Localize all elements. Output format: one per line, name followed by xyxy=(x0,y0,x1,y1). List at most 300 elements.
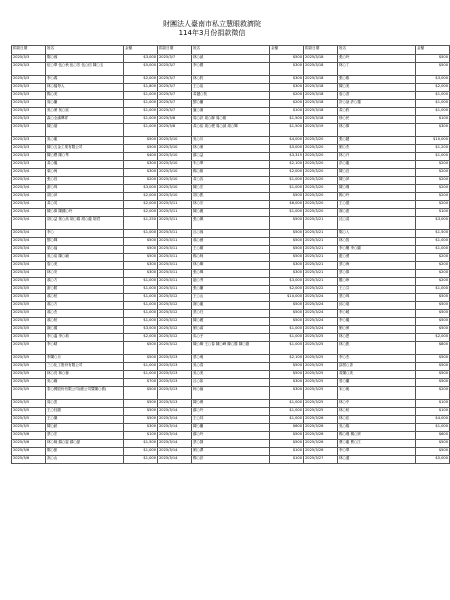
table-row xyxy=(12,326,450,334)
cell-name: 王○芬 xyxy=(338,286,416,294)
table-row xyxy=(12,124,450,137)
cell-name: 林○丁 xyxy=(338,63,416,76)
cell-date: 2025/3/7 xyxy=(158,84,192,92)
cell-amount: $100 xyxy=(270,448,304,456)
cell-amount: $2,000 xyxy=(124,193,158,201)
cell-date: 2025/3/11 xyxy=(158,286,192,294)
cell-amount: $300 xyxy=(270,84,304,92)
table-row xyxy=(12,193,450,201)
table-body xyxy=(12,55,450,464)
cell-date: 2025/3/11 xyxy=(158,238,192,246)
cell-name: 劉○睿 xyxy=(192,326,270,334)
cell-amount: $1,000 xyxy=(416,238,450,246)
cell-date: 2025/3/11 xyxy=(158,230,192,238)
cell-date: 2025/3/13 xyxy=(158,379,192,387)
cell-name: 詹○香 xyxy=(338,92,416,100)
cell-date: 2025/3/14 xyxy=(158,448,192,456)
cell-amount: $700 xyxy=(124,379,158,387)
cell-date: 2025/3/10 xyxy=(158,177,192,185)
table-row xyxy=(12,84,450,92)
cell-name: 黃○鈞 xyxy=(338,108,416,116)
cell-name: 翁○柏 xyxy=(46,294,124,302)
table-row xyxy=(12,424,450,432)
cell-date: 2025/3/4 xyxy=(12,169,46,177)
cell-name: 詹○美 xyxy=(46,262,124,270)
cell-date: 2025/3/18 xyxy=(304,76,338,84)
cell-amount: $500 xyxy=(416,371,450,379)
cell-name: 李○暖 xyxy=(338,310,416,318)
cell-amount: $6,000 xyxy=(270,201,304,209)
cell-name: 翁○方 xyxy=(46,302,124,310)
cell-amount: $400 xyxy=(124,153,158,161)
cell-name: 林○升 xyxy=(338,153,416,161)
cell-date: 2025/3/3 xyxy=(12,145,46,153)
cell-name: 李○溫 李○莉 xyxy=(46,334,124,342)
cell-date: 2025/3/27 xyxy=(304,456,338,464)
cell-date: 2025/3/3 xyxy=(12,108,46,116)
cell-name: 陳○瑾 xyxy=(338,185,416,193)
cell-name: 邱○瑞 xyxy=(338,302,416,310)
cell-amount: $1,000 xyxy=(416,424,450,432)
cell-date: 2025/3/4 xyxy=(12,246,46,254)
cell-name: 林○誠 xyxy=(192,55,270,63)
table-row xyxy=(12,100,450,108)
cell-amount: $200 xyxy=(416,169,450,177)
cell-name: 翁○柏 xyxy=(46,318,124,326)
cell-amount: $1,000 xyxy=(270,400,304,408)
cell-name: 邵蔡○香 xyxy=(338,363,416,371)
cell-date: 2025/3/20 xyxy=(304,169,338,177)
cell-date: 2025/3/14 xyxy=(158,432,192,440)
cell-amount: $800 xyxy=(416,342,450,355)
cell-name: 張○蘭 xyxy=(192,286,270,294)
cell-name: 李○晴 xyxy=(46,342,124,355)
cell-date: 2025/3/10 xyxy=(158,185,192,193)
cell-amount: $500 xyxy=(124,254,158,262)
cell-amount: $300 xyxy=(270,262,304,270)
cell-name: 藍○勇 xyxy=(338,254,416,262)
cell-date: 2025/3/4 xyxy=(12,217,46,230)
col-header-name: 姓名 xyxy=(338,46,416,55)
cell-date: 2025/3/7 xyxy=(158,76,192,84)
cell-amount: $3,000 xyxy=(124,55,158,63)
cell-date: 2025/3/18 xyxy=(304,92,338,100)
cell-date: 2025/3/4 xyxy=(12,254,46,262)
cell-name: 黃○容 xyxy=(192,177,270,185)
cell-date: 2025/3/12 xyxy=(158,326,192,334)
cell-name: 蔡○珠 xyxy=(338,294,416,302)
cell-name: 游○珠 xyxy=(46,185,124,193)
cell-name: 森○全滿傳祥 xyxy=(46,116,124,124)
cell-name: 鄭○入 xyxy=(338,230,416,238)
cell-name: 吳○蓁 吳○宸 xyxy=(46,108,124,116)
cell-amount: $500 xyxy=(270,310,304,318)
table-row xyxy=(12,201,450,209)
cell-name: 伍○華 伍○秋 伍○芳 伍○信 陳○玉 xyxy=(46,63,124,76)
cell-amount: $1,000 xyxy=(416,92,450,100)
cell-amount: $1,500 xyxy=(124,440,158,448)
cell-date: 2025/3/25 xyxy=(304,334,338,342)
cell-date: 2025/3/6 xyxy=(12,432,46,440)
cell-name: 蔡○偉 xyxy=(338,270,416,278)
cell-date: 2025/3/10 xyxy=(158,169,192,177)
cell-name: 林○恩 xyxy=(338,334,416,342)
cell-name: 吳○宸 陳○穎 xyxy=(46,254,124,262)
cell-name: 徐○民 xyxy=(338,116,416,124)
cell-name: 楊○柯 xyxy=(192,254,270,262)
cell-name: 翁○薇 xyxy=(192,238,270,246)
cell-amount: $500 xyxy=(124,355,158,363)
cell-name: 林○安 xyxy=(46,270,124,278)
cell-name: 張○鍵 xyxy=(338,137,416,145)
cell-date: 2025/3/13 xyxy=(158,363,192,371)
table-row xyxy=(12,387,450,400)
cell-amount: $1,000 xyxy=(270,334,304,342)
cell-date: 2025/3/12 xyxy=(158,334,192,342)
col-header-date: 捐款日期 xyxy=(304,46,338,55)
cell-date: 2025/3/12 xyxy=(158,342,192,355)
cell-date: 2025/3/20 xyxy=(304,209,338,217)
table-header-row xyxy=(12,46,450,55)
cell-name: 黃○儀 xyxy=(46,161,124,169)
table-row xyxy=(12,153,450,161)
cell-date: 2025/3/12 xyxy=(158,302,192,310)
cell-amount: $500 xyxy=(124,387,158,400)
cell-amount: $1,000 xyxy=(270,326,304,334)
cell-amount: $300 xyxy=(270,387,304,400)
table-row xyxy=(12,108,450,116)
cell-name: 林○偉 xyxy=(338,124,416,137)
cell-amount: $1,000 xyxy=(270,177,304,185)
table-row xyxy=(12,363,450,371)
cell-name: 翁○方 xyxy=(46,278,124,286)
cell-amount: $300 xyxy=(270,63,304,76)
cell-name: 蘇○玲 xyxy=(192,408,270,416)
cell-date: 2025/3/12 xyxy=(158,310,192,318)
cell-name: 林○亮 林○蓉 xyxy=(46,371,124,379)
cell-amount: $500 xyxy=(124,145,158,153)
cell-name: 周○雲 xyxy=(46,400,124,408)
cell-amount: $300 xyxy=(270,270,304,278)
cell-amount: $500 xyxy=(124,416,158,424)
cell-amount: $500 xyxy=(416,379,450,387)
cell-amount: $1,000 xyxy=(124,363,158,371)
cell-name: 泰○興股份有限公司(總公司暨陳○貴) xyxy=(46,387,124,400)
cell-name: 張○佩 xyxy=(192,217,270,230)
cell-amount: $3,000 xyxy=(416,76,450,84)
cell-name: 李○ xyxy=(46,230,124,238)
cell-name: 林○鈞 xyxy=(192,76,270,84)
col-header-date: 捐款日期 xyxy=(158,46,192,55)
cell-name: 張○嬅 xyxy=(192,270,270,278)
cell-date: 2025/3/10 xyxy=(158,145,192,153)
cell-date: 2025/3/20 xyxy=(304,137,338,145)
cell-amount: $2,000 xyxy=(124,334,158,342)
cell-name: 呂○蓉 xyxy=(192,230,270,238)
cell-name: 王○宸 xyxy=(192,84,270,92)
cell-date: 2025/3/11 xyxy=(158,254,192,262)
cell-name: 盧○濱 xyxy=(192,108,270,116)
cell-date: 2025/3/5 xyxy=(12,310,46,318)
cell-date: 2025/3/7 xyxy=(158,92,192,100)
table-row xyxy=(12,76,450,84)
col-header-amount: 金額 xyxy=(270,46,304,55)
cell-date: 2025/3/21 xyxy=(304,217,338,230)
cell-date: 2025/3/10 xyxy=(158,193,192,201)
cell-name: 宋○朗 xyxy=(338,387,416,400)
cell-amount: $500 xyxy=(416,448,450,456)
cell-date: 2025/3/5 xyxy=(12,342,46,355)
table-row xyxy=(12,456,450,464)
cell-date: 2025/3/5 xyxy=(12,416,46,424)
cell-date: 2025/3/10 xyxy=(158,153,192,161)
cell-date: 2025/3/5 xyxy=(12,318,46,326)
cell-name: 張○昌 xyxy=(46,177,124,185)
cell-date: 2025/3/8 xyxy=(158,116,192,124)
cell-amount: $500 xyxy=(124,137,158,145)
cell-date: 2025/3/24 xyxy=(304,302,338,310)
table-row xyxy=(12,116,450,124)
cell-amount: $200 xyxy=(416,201,450,209)
cell-name: 林○卿 xyxy=(192,262,270,270)
cell-name: 黃陳○美 xyxy=(338,371,416,379)
table-row xyxy=(12,342,450,355)
cell-date: 2025/3/4 xyxy=(12,193,46,201)
cell-amount: $500 xyxy=(124,342,158,355)
cell-name: 李○義 xyxy=(46,76,124,84)
cell-name: 鄧○輝 xyxy=(46,238,124,246)
cell-name: 葉○崗 xyxy=(46,169,124,177)
cell-name: 趙○秀 xyxy=(192,278,270,286)
cell-amount: $200 xyxy=(416,387,450,400)
cell-amount: $3,000 xyxy=(416,217,450,230)
cell-amount: $500 xyxy=(270,193,304,201)
cell-amount: $2,000 xyxy=(124,201,158,209)
cell-name: 蔡○靜 xyxy=(192,440,270,448)
cell-date: 2025/3/5 xyxy=(12,371,46,379)
table-row xyxy=(12,318,450,326)
cell-name: 鄭○蓉 xyxy=(46,55,124,63)
cell-date: 2025/3/5 xyxy=(12,294,46,302)
cell-amount: $3,000 xyxy=(124,326,158,334)
cell-amount: $500 xyxy=(416,355,450,363)
cell-date: 2025/3/25 xyxy=(304,371,338,379)
table-row xyxy=(12,177,450,185)
cell-date: 2025/3/3 xyxy=(12,116,46,124)
cell-date: 2025/3/18 xyxy=(304,116,338,124)
cell-date: 2025/3/5 xyxy=(12,424,46,432)
cell-amount: $1,000 xyxy=(124,318,158,326)
table-row xyxy=(12,209,450,217)
cell-date: 2025/3/25 xyxy=(304,387,338,400)
cell-amount: $600 xyxy=(416,432,450,440)
cell-name: 王○杜鵑 xyxy=(46,408,124,416)
cell-amount: $1,500 xyxy=(270,116,304,124)
cell-amount: $200 xyxy=(416,254,450,262)
cell-amount: $1,000 xyxy=(416,286,450,294)
cell-amount: $1,000 xyxy=(270,185,304,193)
cell-name: 陳○五金工業有限公司 xyxy=(46,145,124,153)
cell-amount: $1,000 xyxy=(124,294,158,302)
cell-name: 劉○杰 xyxy=(338,145,416,153)
table-row xyxy=(12,270,450,278)
cell-name: 楊○美 xyxy=(46,92,124,100)
cell-date: 2025/3/14 xyxy=(158,408,192,416)
cell-amount: $500 xyxy=(270,363,304,371)
cell-date: 2025/3/3 xyxy=(12,55,46,63)
cell-amount: $1,500 xyxy=(270,124,304,137)
cell-amount: $4,000 xyxy=(416,416,450,424)
cell-date: 2025/3/6 xyxy=(12,448,46,456)
table-row xyxy=(12,416,450,424)
cell-amount: $10,000 xyxy=(270,294,304,302)
donation-table xyxy=(11,45,450,464)
cell-amount: $1,000 xyxy=(124,302,158,310)
cell-amount: $500 xyxy=(416,63,450,76)
cell-amount: $500 xyxy=(124,246,158,254)
cell-amount: $500 xyxy=(270,318,304,326)
col-header-date: 捐款日期 xyxy=(12,46,46,55)
cell-date: 2025/3/21 xyxy=(304,254,338,262)
cell-amount: $500 xyxy=(270,217,304,230)
cell-date: 2025/3/5 xyxy=(12,278,46,286)
cell-name: 王○山 xyxy=(192,294,270,302)
cell-name: 周○蘭 xyxy=(46,100,124,108)
cell-name: 吳○燦 xyxy=(338,424,416,432)
table-row xyxy=(12,217,450,230)
cell-date: 2025/3/26 xyxy=(304,424,338,432)
cell-date: 2025/3/26 xyxy=(304,416,338,424)
cell-amount: $300 xyxy=(124,161,158,169)
cell-name: 吳○龍 xyxy=(46,137,124,145)
cell-date: 2025/3/4 xyxy=(12,270,46,278)
table-row xyxy=(12,238,450,246)
cell-amount: $1,000 xyxy=(270,408,304,416)
cell-amount: $100 xyxy=(416,116,450,124)
cell-date: 2025/3/21 xyxy=(304,246,338,254)
cell-date: 2025/3/11 xyxy=(158,201,192,209)
cell-date: 2025/3/11 xyxy=(158,270,192,278)
cell-name: 高○山 xyxy=(46,456,124,464)
cell-amount: $2,000 xyxy=(124,209,158,217)
cell-amount: $5,000 xyxy=(416,456,450,464)
cell-amount: $100 xyxy=(416,209,450,217)
cell-name: 三○化工股份有限公司 xyxy=(46,363,124,371)
table-row xyxy=(12,145,450,153)
cell-amount: $1,000 xyxy=(124,310,158,318)
table-row xyxy=(12,294,450,302)
cell-name: 吳○美 xyxy=(192,371,270,379)
cell-name: 黃○裕 周○俊 周○誠 周○輝 xyxy=(192,124,270,137)
table-row xyxy=(12,400,450,408)
cell-name: 吳○嬌 xyxy=(46,379,124,387)
cell-name: 蘇○益 xyxy=(192,153,270,161)
cell-amount: $2,100 xyxy=(270,355,304,363)
col-header-name: 姓名 xyxy=(192,46,270,55)
table-row xyxy=(12,55,450,63)
cell-date: 2025/3/11 xyxy=(158,209,192,217)
cell-amount: $1,000 xyxy=(124,456,158,464)
cell-amount: $200 xyxy=(416,161,450,169)
cell-date: 2025/3/12 xyxy=(158,318,192,326)
cell-amount: $300 xyxy=(270,76,304,84)
cell-date: 2025/3/25 xyxy=(304,342,338,355)
cell-date: 2025/3/5 xyxy=(12,302,46,310)
cell-amount: $200 xyxy=(416,262,450,270)
cell-name: 李○國 xyxy=(192,63,270,76)
cell-name: 陳○卿 王○春 陳○峰 陳○勝 陳○德 xyxy=(192,342,270,355)
cell-name: 吳○川 xyxy=(192,137,270,145)
cell-date: 2025/3/25 xyxy=(304,408,338,416)
cell-amount: $500 xyxy=(270,254,304,262)
cell-name: 洪○龍 xyxy=(338,161,416,169)
cell-name: 林○凱 xyxy=(338,342,416,355)
cell-name: 林○中 xyxy=(338,400,416,408)
cell-date: 2025/3/3 xyxy=(12,92,46,100)
cell-name: 鄭○郎 xyxy=(46,448,124,456)
cell-date: 2025/3/7 xyxy=(158,100,192,108)
cell-amount: $1,000 xyxy=(124,100,158,108)
table-row xyxy=(12,334,450,342)
cell-date: 2025/3/5 xyxy=(12,408,46,416)
cell-name: 林○通 xyxy=(338,456,416,464)
cell-name: 黃鍵○枝 xyxy=(192,92,270,100)
table-row xyxy=(12,185,450,193)
cell-date: 2025/3/18 xyxy=(304,100,338,108)
cell-amount: $10,000 xyxy=(416,137,450,145)
cell-date: 2025/3/18 xyxy=(304,108,338,116)
cell-name: 劉○澤 xyxy=(192,448,270,456)
cell-date: 2025/3/8 xyxy=(158,124,192,137)
report-title: 114年3月份捐款徵信 xyxy=(178,29,246,37)
cell-amount: $1,500 xyxy=(416,230,450,238)
table-row xyxy=(12,310,450,318)
cell-amount: $1,000 xyxy=(416,153,450,161)
table-row xyxy=(12,161,450,169)
cell-amount: $4,000 xyxy=(270,137,304,145)
cell-date: 2025/3/25 xyxy=(304,379,338,387)
table-row xyxy=(12,254,450,262)
cell-amount: $500 xyxy=(416,310,450,318)
cell-name: 沈○清 xyxy=(338,217,416,230)
cell-date: 2025/3/3 xyxy=(12,63,46,76)
cell-name: 許○劭 許○蕙 xyxy=(338,100,416,108)
cell-amount: $200 xyxy=(270,92,304,100)
cell-amount: $500 xyxy=(270,371,304,379)
cell-name: 林○檔每人 xyxy=(46,84,124,92)
cell-date: 2025/3/4 xyxy=(12,230,46,238)
cell-name: 馬○予 xyxy=(192,334,270,342)
cell-name: 羅○珍 xyxy=(338,278,416,286)
cell-name: 陳○麗 xyxy=(192,209,270,217)
cell-amount: $500 xyxy=(416,440,450,448)
cell-date: 2025/3/18 xyxy=(304,63,338,76)
cell-date: 2025/3/11 xyxy=(158,217,192,230)
cell-date: 2025/3/7 xyxy=(158,63,192,76)
cell-date: 2025/3/10 xyxy=(158,137,192,145)
cell-name: 楊○雄 xyxy=(192,169,270,177)
cell-name: 翁○杰 xyxy=(46,310,124,318)
cell-name: 周○諺 周○御 周○雄 xyxy=(192,116,270,124)
cell-name: 蔡○海 xyxy=(338,262,416,270)
cell-name: 李○華 xyxy=(338,448,416,456)
cell-date: 2025/3/20 xyxy=(304,161,338,169)
cell-date: 2025/3/5 xyxy=(12,379,46,387)
cell-amount: $1,000 xyxy=(124,116,158,124)
cell-amount: $5,000 xyxy=(124,63,158,76)
cell-name: 林○柏 xyxy=(338,408,416,416)
cell-name: 蔡○玨 xyxy=(192,310,270,318)
